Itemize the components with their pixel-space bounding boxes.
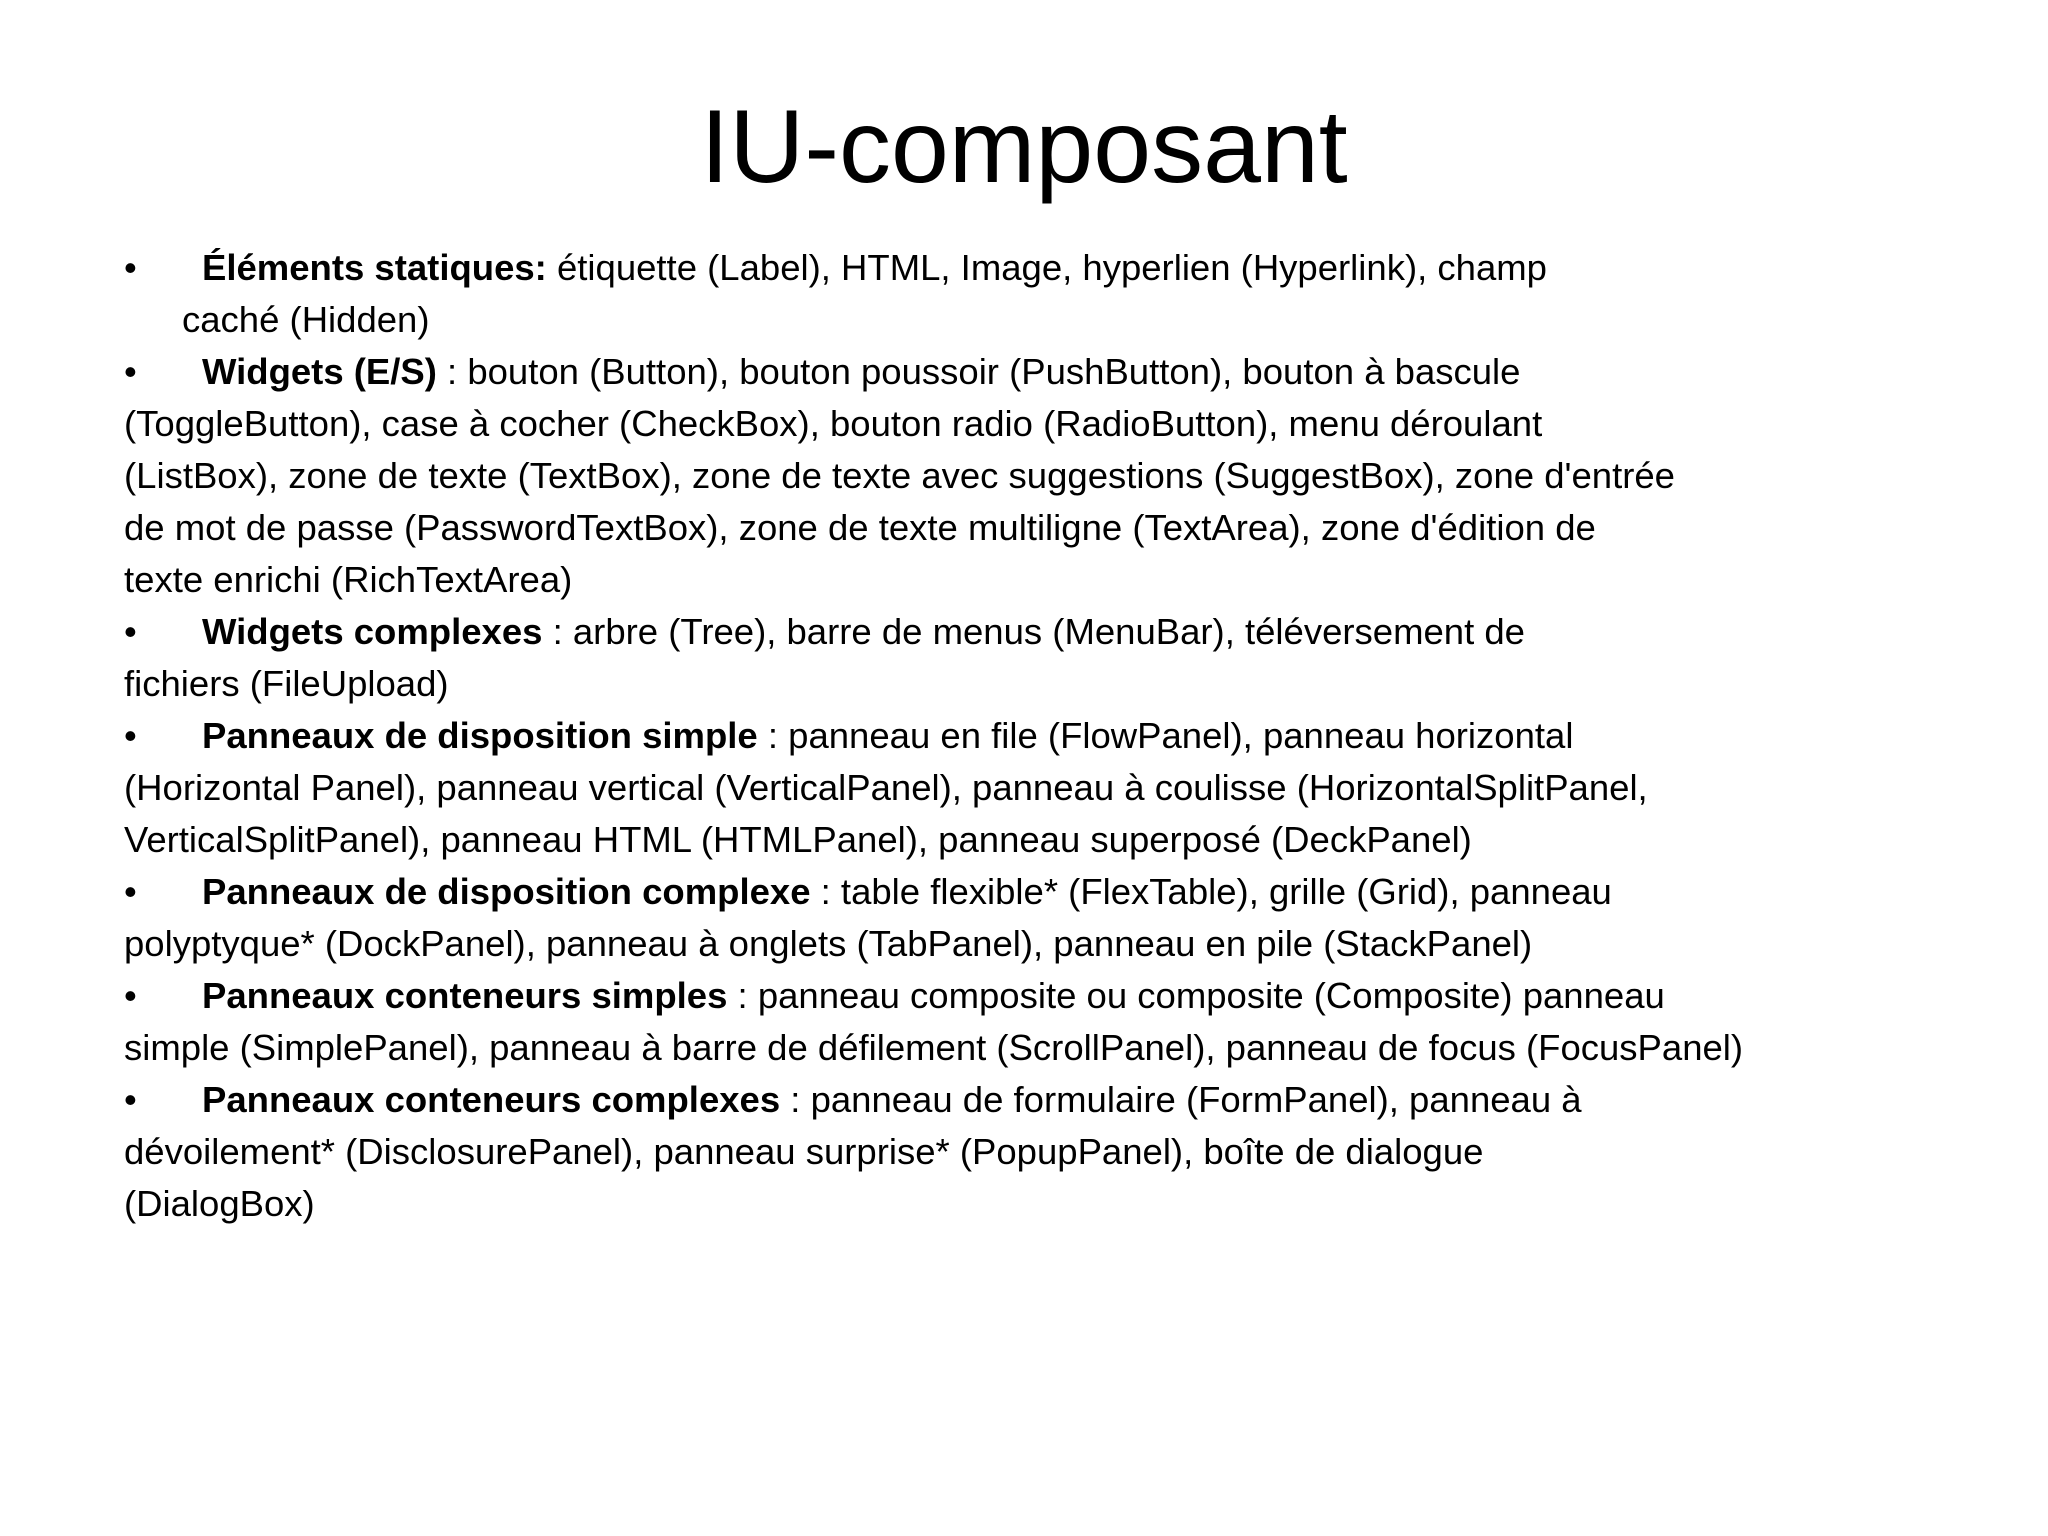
bullet-icon: • bbox=[124, 871, 137, 912]
item-term: Widgets complexes bbox=[202, 611, 543, 652]
list-item bbox=[124, 866, 1724, 970]
item-term: Panneaux de disposition simple bbox=[202, 715, 758, 756]
list-item bbox=[124, 710, 1684, 866]
list-item bbox=[124, 346, 1684, 606]
item-term: Panneaux de disposition complexe bbox=[202, 871, 811, 912]
item-term: Éléments statiques: bbox=[202, 247, 547, 288]
list-item bbox=[124, 606, 1644, 710]
bullet-icon: • bbox=[124, 1079, 137, 1120]
item-text: : panneau en file (FlowPanel), panneau horizontal (Horizontal Panel), panneau vertical (VerticalPanel), panneau à coulisse (HorizontalSplitPanel, VerticalSplitPanel), panneau HTML (HTMLPanel), panneau superposé (DeckPanel) bbox=[124, 715, 1648, 860]
item-term: Widgets (E/S) bbox=[202, 351, 437, 392]
list-item bbox=[124, 242, 1684, 346]
item-text: : panneau de formulaire (FormPanel), panneau à dévoilement* (DisclosurePanel), panneau surprise* (PopupPanel), boîte de dialogue (DialogBox) bbox=[124, 1079, 1582, 1224]
item-text: : bouton (Button), bouton poussoir (PushButton), bouton à bascule (ToggleButton), case à cocher (CheckBox), bouton radio (RadioButton), menu déroulant (ListBox), zone de texte (TextBox), zone de texte avec suggestions (SuggestBox), zone d'entrée de mot de passe (PasswordTextBox), zone de texte multiligne (TextArea), zone d'édition de texte enrichi (RichTextArea) bbox=[124, 351, 1675, 600]
slide-title: IU-composant bbox=[700, 89, 1348, 205]
bullet-icon: • bbox=[124, 351, 137, 392]
item-term: Panneaux conteneurs complexes bbox=[202, 1079, 781, 1120]
item-term: Panneaux conteneurs simples bbox=[202, 975, 728, 1016]
bullet-icon: • bbox=[124, 611, 137, 652]
item-text: : arbre (Tree), barre de menus (MenuBar), téléversement de fichiers (FileUpload) bbox=[124, 611, 1525, 704]
list-item bbox=[124, 1074, 1684, 1230]
item-text: étiquette (Label), HTML, Image, hyperlien (Hyperlink), champ bbox=[546, 247, 1547, 288]
bullet-icon: • bbox=[124, 715, 137, 756]
bullet-icon: • bbox=[124, 975, 137, 1016]
bullet-list bbox=[124, 242, 1764, 1230]
bullet-icon: • bbox=[124, 247, 137, 288]
item-text-continuation: caché (Hidden) bbox=[182, 299, 430, 340]
item-text: : table flexible* (FlexTable), grille (Grid), panneau polyptyque* (DockPanel), panneau à onglets (TabPanel), panneau en pile (StackPanel) bbox=[124, 871, 1612, 964]
list-item bbox=[124, 970, 1764, 1074]
item-text: : panneau composite ou composite (Composite) panneau simple (SimplePanel), panneau à barre de défilement (ScrollPanel), panneau de focus (FocusPanel) bbox=[124, 975, 1744, 1068]
